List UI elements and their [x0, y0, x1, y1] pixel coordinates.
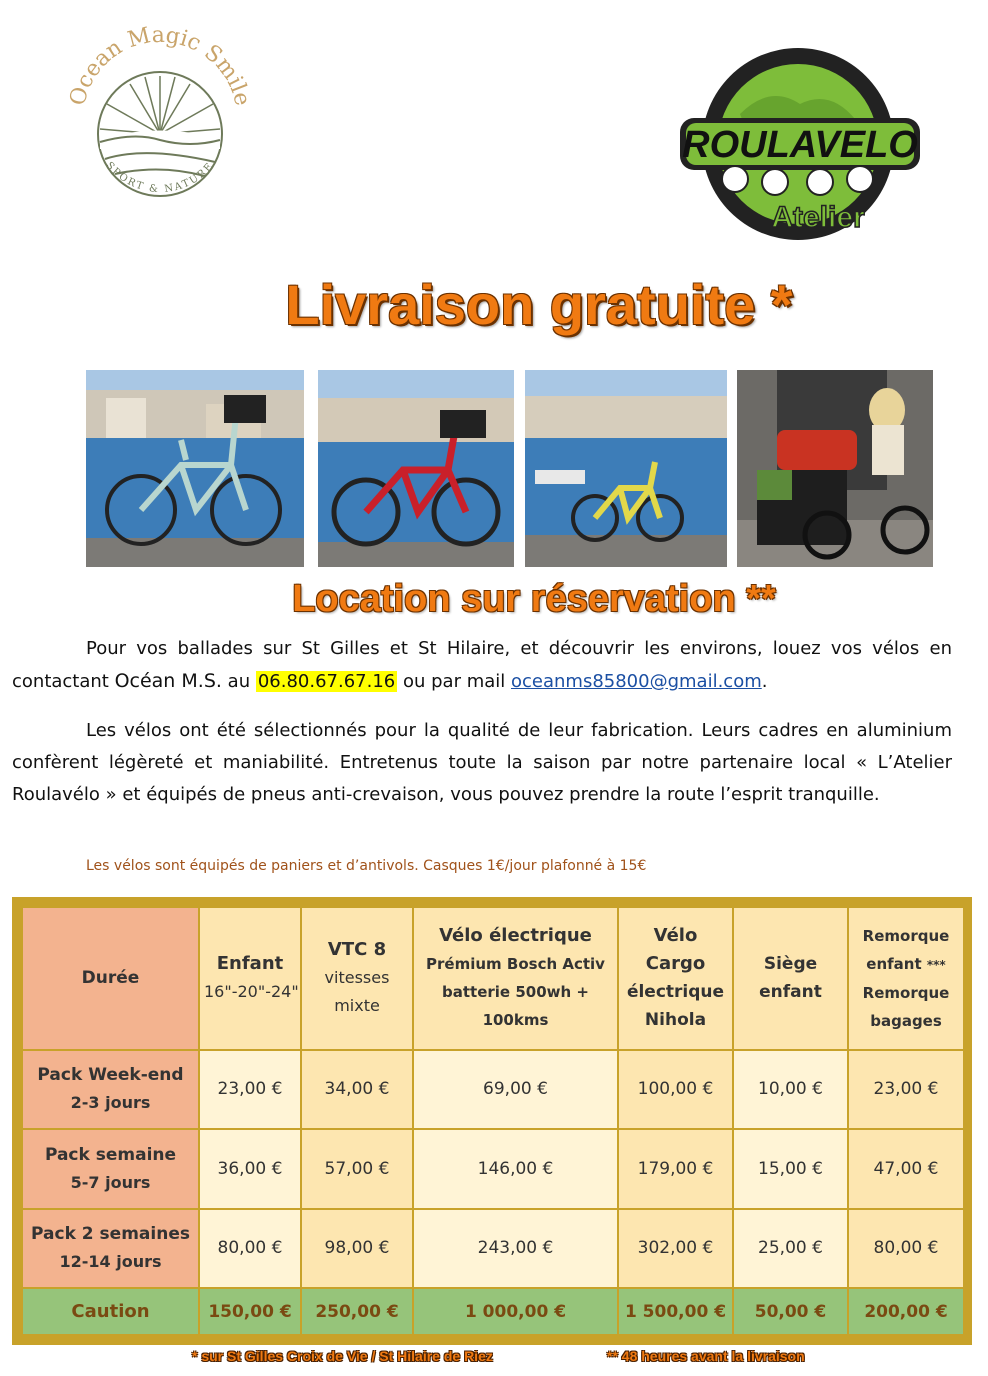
roulavelo-name-text: ROULAVELO	[682, 124, 918, 166]
header-remorque	[848, 907, 964, 1050]
description-text: Les vélos ont été sélectionnés pour la qualité de leur fabrication. Leurs cadres en aluminium confèrent légèreté et maniabilité. Entretenus toute la saison par notre partenaire local « L’Atelier Roulavélo » et équipés de pneus anti-crevaison, vous pouvez prendre la route l’esprit tranquille.	[12, 720, 952, 805]
row-label	[22, 1050, 199, 1129]
caution-label: Caution	[22, 1288, 199, 1335]
price-cell: 146,00 €	[413, 1129, 618, 1208]
header-siege-enfant	[733, 907, 848, 1050]
roulavelo-atelier-logo	[680, 34, 920, 244]
price-cell: 15,00 €	[733, 1129, 848, 1208]
price-cell: 80,00 €	[848, 1209, 964, 1288]
header-vtc-sub: vitesses mixte	[324, 968, 390, 1016]
price-cell: 36,00 €	[199, 1129, 301, 1208]
page-subtitle: Location sur réservation **	[292, 578, 776, 620]
header-siege-title: Siège	[763, 954, 818, 975]
footnote-delivery-delay: ** 48 heures avant la livraison	[607, 1348, 805, 1364]
header-enfant	[199, 907, 301, 1050]
row-label-title: Pack Week-end	[37, 1065, 184, 1086]
table-row	[22, 1129, 964, 1208]
equipment-note: Les vélos sont équipés de paniers et d’antivols. Casques 1€/jour plafonné à 15€	[86, 858, 647, 874]
price-cell: 98,00 €	[301, 1209, 413, 1288]
price-cell: 179,00 €	[618, 1129, 733, 1208]
header-vtc	[301, 907, 413, 1050]
header-velo-cargo	[618, 907, 733, 1050]
price-cell: 23,00 €	[199, 1050, 301, 1129]
pricing-table	[21, 906, 965, 1336]
header-remorque-title: Remorque enfant	[862, 926, 950, 973]
caution-cell: 1 500,00 €	[618, 1288, 733, 1335]
header-velo-electrique-title: Vélo électrique	[439, 925, 592, 947]
row-label-title: Pack semaine	[44, 1144, 177, 1165]
kids-bike-photo	[525, 370, 727, 567]
price-cell: 57,00 €	[301, 1129, 413, 1208]
phone-number[interactable]: 06.80.67.67.16	[257, 671, 396, 692]
header-remorque-sub: Remorque bagages	[862, 983, 950, 1030]
pricing-table-frame	[12, 897, 972, 1345]
intro-text-mail: ou par mail	[397, 671, 511, 692]
header-duree: Durée	[22, 907, 199, 1050]
header-remorque-stars: ***	[926, 957, 946, 972]
row-label-sub: 2-3 jours	[70, 1093, 151, 1113]
logo-name-text: Ocean Magic Smile	[65, 22, 255, 109]
price-cell: 34,00 €	[301, 1050, 413, 1129]
caution-cell: 250,00 €	[301, 1288, 413, 1335]
cargo-bike-photo	[737, 370, 933, 567]
company-name: Océan M.S.	[114, 670, 222, 692]
ocean-magic-smile-logo	[55, 14, 265, 224]
caution-cell: 200,00 €	[848, 1288, 964, 1335]
row-label	[22, 1209, 199, 1288]
price-cell: 69,00 €	[413, 1050, 618, 1129]
row-label-title: Pack 2 semaines	[31, 1224, 190, 1245]
roulavelo-sub-text: Atelier	[771, 201, 865, 234]
price-cell: 100,00 €	[618, 1050, 733, 1129]
email-link[interactable]: oceanms85800@gmail.com	[510, 671, 762, 692]
intro-paragraph	[12, 633, 952, 698]
price-cell: 10,00 €	[733, 1050, 848, 1129]
table-row	[22, 1050, 964, 1129]
price-cell: 47,00 €	[848, 1129, 964, 1208]
header-velo-cargo-title: Vélo Cargo	[645, 925, 706, 975]
logo-tagline-text: SPORT & NATURE	[103, 160, 217, 196]
header-siege-sub: enfant	[759, 982, 822, 1003]
description-paragraph	[12, 715, 952, 811]
caution-cell: 50,00 €	[733, 1288, 848, 1335]
svg-text:SPORT & NATURE	[104, 160, 217, 195]
header-enfant-sizes: 16"-20"-24"	[204, 982, 299, 1002]
header-velo-electrique	[413, 907, 618, 1050]
electric-bike-photo	[318, 370, 514, 567]
footnote-delivery-area: * sur St Gilles Croix de Vie / St Hilaire de Riez	[192, 1348, 493, 1364]
header-vtc-title: VTC 8	[327, 939, 387, 961]
row-label-sub: 5-7 jours	[70, 1172, 151, 1192]
price-cell: 80,00 €	[199, 1209, 301, 1288]
page-title: Livraison gratuite *	[285, 273, 793, 336]
header-velo-electrique-sub: Prémium Bosch Activ batterie 500wh + 100kms	[426, 955, 605, 1030]
price-cell: 25,00 €	[733, 1209, 848, 1288]
caution-cell: 1 000,00 €	[413, 1288, 618, 1335]
caution-cell: 150,00 €	[199, 1288, 301, 1335]
header-velo-cargo-sub: électrique Nihola	[626, 982, 725, 1031]
header-enfant-title: Enfant	[216, 953, 284, 975]
row-label	[22, 1129, 199, 1208]
caution-row	[22, 1288, 964, 1335]
intro-text-au: au	[221, 671, 256, 692]
price-cell: 23,00 €	[848, 1050, 964, 1129]
table-row	[22, 1209, 964, 1288]
intro-text: Pour vos ballades sur St Gilles et St Hilaire, et découvrir les environs, louez vos vélos en contactant	[12, 638, 952, 692]
row-label-sub: 12-14 jours	[59, 1252, 162, 1272]
city-bike-photo	[86, 370, 304, 567]
price-cell: 243,00 €	[413, 1209, 618, 1288]
intro-text-end: .	[761, 671, 768, 692]
price-cell: 302,00 €	[618, 1209, 733, 1288]
